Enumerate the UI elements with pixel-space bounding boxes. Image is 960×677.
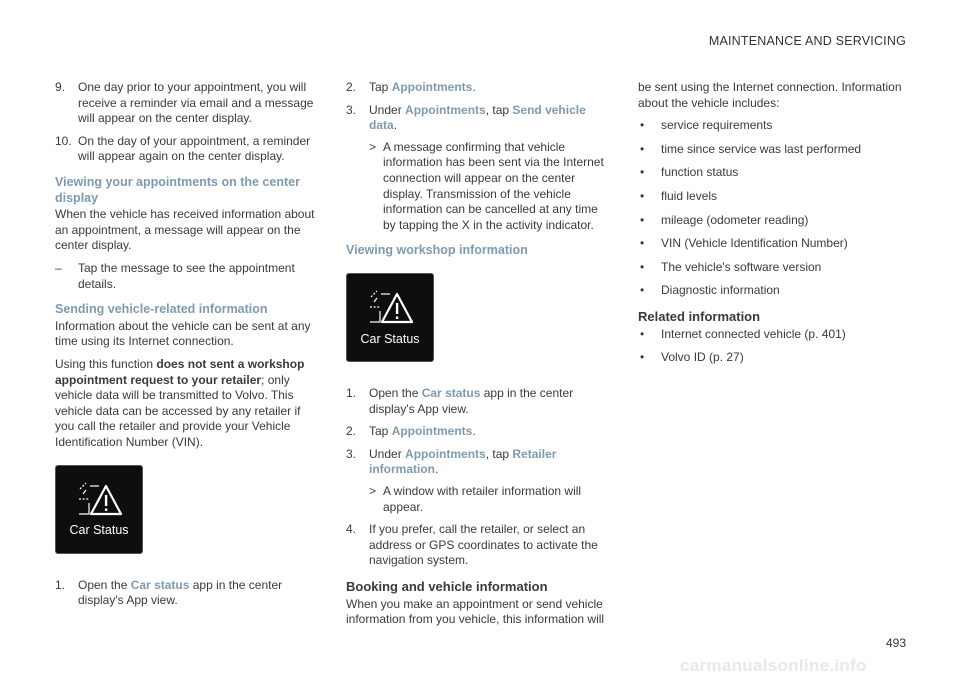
- vehicle-info-list: [638, 118, 902, 299]
- car-status-app-tile: [346, 273, 434, 362]
- step-number: 10.: [55, 133, 72, 148]
- text-run: , tap: [485, 102, 513, 117]
- text-run: Open the: [369, 385, 422, 400]
- text-run: app in the center display's App view.: [78, 577, 283, 608]
- column-3: [638, 80, 902, 374]
- column-2: [346, 80, 610, 635]
- bullet: •: [640, 236, 645, 251]
- list-item: [55, 578, 319, 609]
- text-run: app in the center display's App view.: [369, 385, 574, 416]
- ui-term-send-vehicle-data: Send vehicle data: [369, 102, 586, 133]
- list-item: [55, 80, 319, 127]
- bullet: •: [640, 212, 645, 227]
- text-run: Under: [369, 102, 406, 117]
- ui-term-car-status: Car status: [130, 577, 190, 592]
- ui-term-appointments: Appointments: [405, 446, 486, 461]
- step-number: 9.: [55, 80, 66, 94]
- result-text: A message confirming that vehicle information has been sent via the Internet connection will appear on the center display. Transmission of the vehicle information can be cancelled at any time by tapping the X in the activity indicator.: [383, 139, 604, 232]
- list-item: [638, 213, 902, 229]
- step-result: [369, 484, 610, 515]
- list-item-text: time since service was last performed: [661, 141, 862, 156]
- list-item: [346, 80, 610, 96]
- watermark: carmanualsonline.info: [680, 656, 867, 675]
- list-item-text: Diagnostic information: [661, 283, 780, 298]
- heading-booking-info: Booking and vehicle information: [346, 578, 548, 594]
- list-item-text: service requirements: [661, 118, 773, 133]
- step-number: 1.: [55, 577, 66, 592]
- step-text: [369, 447, 610, 515]
- text-run: Under: [369, 446, 406, 461]
- step-result: [369, 140, 610, 234]
- list-item: [55, 134, 319, 165]
- dash-item: [55, 261, 319, 292]
- text-run: ; only vehicle data will be transmitted to Volvo. This vehicle data can be accessed by any retailer if you call the retailer and provide your Vehicle Identification Number (VIN).: [55, 372, 301, 449]
- text-run: .: [472, 80, 476, 94]
- related-links-list: [638, 327, 902, 366]
- steps-list-continued: [55, 80, 319, 165]
- heading-viewing-appointments: Viewing your appointments on the center display: [55, 174, 300, 205]
- app-tile-label: Car Status: [69, 523, 129, 538]
- list-item-text: mileage (odometer reading): [661, 212, 809, 227]
- bullet: •: [640, 350, 645, 365]
- car-status-warning-icon: [368, 288, 414, 326]
- list-item: [346, 103, 610, 234]
- text-run: Tap: [369, 424, 392, 439]
- list-item: [346, 424, 610, 440]
- step-number: 2.: [346, 80, 357, 94]
- related-link[interactable]: [638, 350, 902, 366]
- heading-sending-vehicle-info: Sending vehicle-related information: [55, 302, 268, 317]
- ui-term-appointments: Appointments: [391, 424, 473, 439]
- step-text: [78, 578, 319, 609]
- list-item: [638, 283, 902, 299]
- column-1: [55, 80, 319, 616]
- step-number: 2.: [346, 424, 357, 439]
- step-number: 3.: [346, 446, 357, 461]
- result-text: A window with retailer information will appear.: [383, 483, 582, 514]
- step-text: One day prior to your appointment, you will receive a reminder via email and a message will appear on the center display.: [78, 80, 314, 126]
- list-item-text: fluid levels: [661, 188, 718, 203]
- step-number: 3.: [346, 102, 357, 117]
- list-item-text: VIN (Vehicle Identification Number): [661, 236, 848, 251]
- bullet: •: [640, 165, 645, 180]
- ui-term-appointments: Appointments: [405, 102, 486, 117]
- step-text: If you prefer, call the retailer, or select an address or GPS coordinates to activate the navigation system.: [369, 522, 598, 568]
- dash-text: Tap the message to see the appointment details.: [78, 261, 295, 291]
- list-item: [638, 189, 902, 205]
- ui-term-car-status: Car status: [421, 385, 481, 400]
- ui-term-appointments: Appointments: [391, 80, 473, 94]
- text-run: Tap: [369, 80, 392, 94]
- bullet: •: [640, 141, 645, 156]
- running-head: MAINTENANCE AND SERVICING: [708, 34, 906, 48]
- text-run: .: [472, 424, 476, 439]
- related-link[interactable]: [638, 327, 902, 343]
- list-item: [346, 447, 610, 515]
- related-link-text[interactable]: Volvo ID (p. 27): [661, 350, 744, 365]
- paragraph-using-function: [55, 357, 319, 451]
- heading-related-info: Related information: [638, 308, 761, 324]
- bullet: •: [640, 326, 645, 341]
- send-steps-list: [55, 578, 319, 609]
- emphasis-text: does not sent a workshop appointment request to your retailer: [55, 357, 305, 387]
- step-text: [369, 386, 610, 417]
- send-steps-list-continued: [346, 80, 610, 233]
- list-item: [638, 236, 902, 252]
- list-item: [638, 118, 902, 134]
- paragraph-booking: When you make an appointment or send vehicle information from you vehicle, this information will: [346, 596, 605, 627]
- app-tile-label: Car Status: [360, 331, 420, 346]
- paragraph-viewing: When the vehicle has received information about an appointment, a message will appear on the center display.: [55, 207, 315, 253]
- step-number: 1.: [346, 385, 357, 400]
- bullet: •: [640, 188, 645, 203]
- list-item-text: The vehicle's software version: [661, 259, 822, 274]
- bullet: •: [640, 259, 645, 274]
- step-text: [369, 103, 610, 234]
- bullet: •: [640, 118, 645, 133]
- list-item: [638, 165, 902, 181]
- text-run: Using this function: [55, 357, 157, 371]
- list-item: [638, 142, 902, 158]
- list-item: [346, 522, 610, 569]
- heading-workshop-info: Viewing workshop information: [346, 243, 528, 258]
- workshop-steps-list: [346, 386, 610, 569]
- paragraph-continued: be sent using the Internet connection. Information about the vehicle includes:: [638, 80, 902, 110]
- step-text: On the day of your appointment, a reminder will appear again on the center display.: [78, 133, 311, 164]
- paragraph-sending: Information about the vehicle can be sent at any time using its Internet connection.: [55, 318, 311, 349]
- list-item: [346, 386, 610, 417]
- text-run: , tap: [485, 446, 513, 461]
- text-run: .: [393, 118, 398, 133]
- ui-term-retailer-information: Retailer information: [369, 446, 557, 477]
- text-run: Open the: [78, 577, 131, 592]
- dash-marker: –: [55, 261, 62, 275]
- result-marker: >: [369, 139, 377, 154]
- car-status-app-tile: [55, 465, 143, 554]
- step-text: [369, 424, 610, 440]
- step-text: [369, 80, 610, 96]
- car-status-warning-icon: [77, 480, 123, 518]
- page-number: 493: [885, 636, 906, 650]
- related-link-text[interactable]: Internet connected vehicle (p. 401): [661, 326, 846, 341]
- result-marker: >: [369, 483, 377, 498]
- step-number: 4.: [346, 522, 357, 537]
- list-item-text: function status: [661, 165, 739, 180]
- text-run: .: [435, 462, 439, 477]
- bullet: •: [640, 283, 645, 298]
- list-item: [638, 260, 902, 276]
